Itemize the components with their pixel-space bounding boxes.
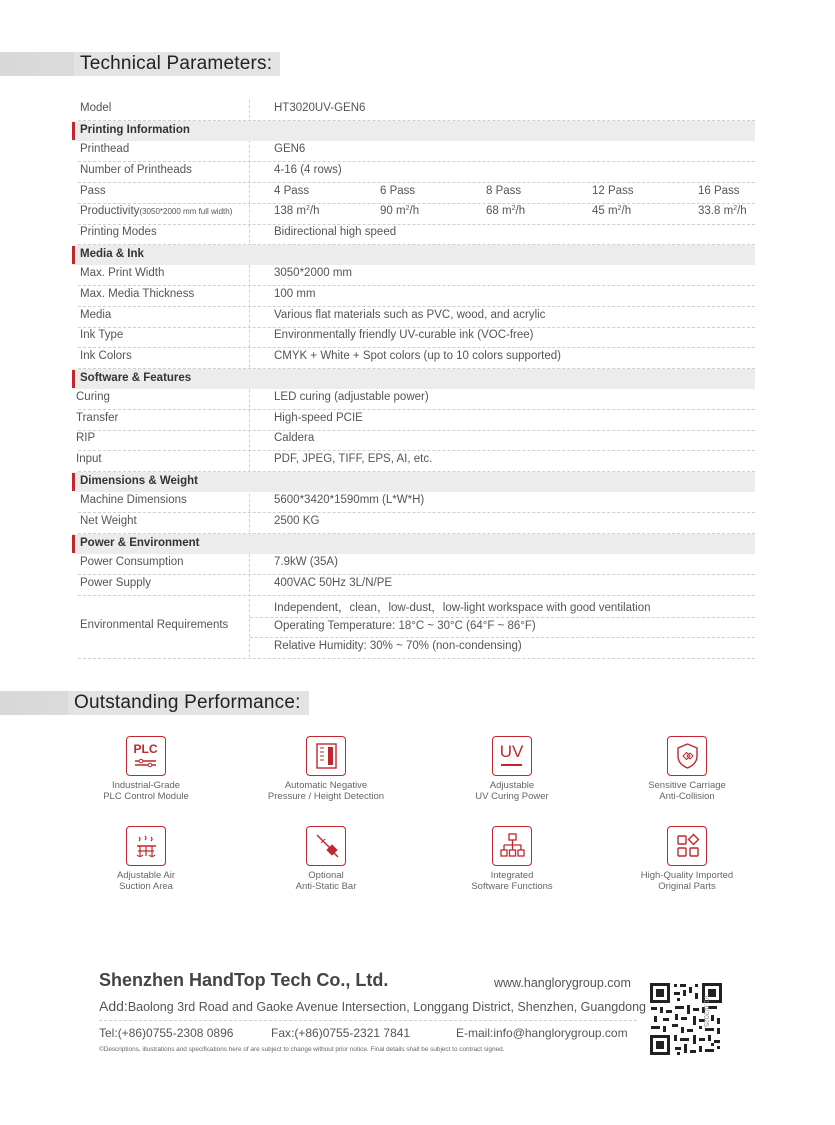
feature-anticollision: [607, 736, 767, 802]
feature-software: [432, 826, 592, 892]
feature-label: [246, 870, 406, 892]
printhead-label: Printhead: [80, 143, 130, 155]
fax-label: Fax:: [271, 1026, 295, 1040]
row-pass: [78, 185, 755, 204]
row-machine-dim: [78, 494, 755, 513]
pressure-gauge-icon-art: [308, 737, 345, 774]
pass-8: 8 Pass: [486, 185, 522, 197]
productivity-label: [80, 205, 232, 217]
unit: m: [723, 205, 734, 217]
section-marker: [72, 535, 75, 553]
email-label: E-mail:: [456, 1026, 494, 1040]
power-supply-label: Power Supply: [80, 577, 151, 589]
address-value: Baolong 3rd Road and Gaoke Avenue Intersection, Longgang District, Shenzhen, Guangdong: [127, 1000, 647, 1014]
plc-icon: [126, 736, 166, 776]
power-supply-value: 400VAC 50Hz 3L/N/PE: [274, 577, 393, 589]
section-title: Dimensions & Weight: [80, 475, 198, 487]
feature-pressure: [246, 736, 406, 802]
row-model: [78, 102, 755, 121]
ink-type-label: Ink Type: [80, 329, 124, 341]
feature-line: Integrated: [490, 870, 534, 881]
anti-static-icon: [306, 826, 346, 866]
section-media: [72, 245, 755, 265]
qr-code[interactable]: [649, 982, 723, 1056]
feature-line: PLC Control Module: [103, 791, 189, 802]
feature-parts: [607, 826, 767, 892]
suction-fan-icon-art: [128, 827, 165, 864]
feature-line: Anti-Static Bar: [295, 881, 357, 892]
fax-value: (+86)0755-2321 7841: [294, 1026, 411, 1040]
section-title: Power & Environment: [80, 537, 200, 549]
network-icon-art: [494, 827, 531, 864]
row-rip: [78, 432, 755, 451]
row-power-supply: [78, 577, 755, 596]
section-printing: [72, 121, 755, 141]
machine-dim-label: Machine Dimensions: [80, 494, 187, 506]
model-label: Model: [80, 102, 112, 114]
row-curing: [78, 391, 755, 410]
shield-icon-art: [669, 737, 706, 774]
feature-antistatic: [246, 826, 406, 892]
unit: m: [608, 205, 618, 217]
env-line: [250, 637, 755, 638]
row-power-consumption: [78, 556, 755, 575]
rip-value: Caldera: [274, 432, 315, 444]
row-ink-type: [78, 329, 755, 348]
feature-label: [246, 780, 406, 802]
row-num-printheads: [78, 164, 755, 183]
disclaimer: ©Descriptions, illustrations and specifications here of are subject to change without prior notice. Final details shall be subject to contract signed.: [99, 1046, 505, 1053]
feature-line: UV Curing Power: [475, 791, 549, 802]
perf-title: Outstanding Performance:: [68, 691, 309, 715]
section-software: [72, 369, 755, 389]
version-label: V1.0/2025: [702, 995, 709, 1027]
feature-line: Suction Area: [119, 881, 173, 892]
section-title: Printing Information: [80, 124, 190, 136]
transfer-value: High-speed PCIE: [274, 412, 363, 424]
feature-label: [432, 780, 592, 802]
tel: [99, 1026, 233, 1040]
network-icon: [492, 826, 532, 866]
num-printheads-value: 4-16 (4 rows): [274, 164, 342, 176]
model-value: HT3020UV-GEN6: [274, 102, 366, 114]
row-input: [78, 453, 755, 472]
ink-type-value: Environmentally friendly UV-curable ink (VOC-free): [274, 329, 534, 341]
row-printhead: [78, 143, 755, 162]
productivity-8: 68 $m^2/h$: [486, 205, 526, 217]
pressure-gauge-icon: [306, 736, 346, 776]
machine-dim-value: 5600*3420*1590mm (L*W*H): [274, 494, 425, 506]
productivity-value: 45: [592, 205, 605, 217]
feature-line: Industrial-Grade: [111, 780, 181, 791]
suffix: /h: [409, 205, 420, 217]
feature-uv: [432, 736, 592, 802]
uv-icon: [492, 736, 532, 776]
modes-value: Bidirectional high speed: [274, 226, 397, 238]
media-label: Media: [80, 309, 112, 321]
productivity-12: 45 $m^2/h$: [592, 205, 632, 217]
productivity-value: 33.8: [698, 205, 721, 217]
feature-label: [432, 870, 592, 892]
max-width-value: 3050*2000 mm: [274, 267, 352, 279]
feature-label: [607, 870, 767, 892]
row-productivity: [78, 205, 755, 225]
tel-value: (+86)0755-2308 0896: [117, 1026, 234, 1040]
row-net-weight: [78, 515, 755, 534]
row-transfer: [78, 412, 755, 431]
max-width-label: Max. Print Width: [80, 267, 165, 279]
section-marker: [72, 473, 75, 491]
net-weight-value: 2500 KG: [274, 515, 320, 527]
pass-4: 4 Pass: [274, 185, 310, 197]
section-marker: [72, 122, 75, 140]
uv-underline: [501, 764, 522, 766]
productivity-6: 90 $m^2/h$: [380, 205, 420, 217]
address: [99, 998, 646, 1014]
feature-line: Adjustable Air: [116, 870, 176, 881]
pass-6: 6 Pass: [380, 185, 416, 197]
fax: [271, 1026, 410, 1040]
env-line: [250, 617, 755, 618]
pass-12: 12 Pass: [592, 185, 634, 197]
feature-line: Automatic Negative: [284, 780, 368, 791]
suffix: /h: [515, 205, 526, 217]
input-label: Input: [76, 453, 102, 465]
parts-grid-icon: [667, 826, 707, 866]
section-title: Software & Features: [80, 372, 192, 384]
row-max-width: [78, 267, 755, 286]
feature-label: [607, 780, 767, 802]
shield-icon: [667, 736, 707, 776]
env-value-2: Operating Temperature: 18°C ~ 30°C (64°F ~ 86°F): [274, 620, 536, 632]
pass-label: Pass: [80, 185, 106, 197]
section-title: Media & Ink: [80, 248, 144, 260]
productivity-value: 68: [486, 205, 499, 217]
productivity-value: 90: [380, 205, 393, 217]
net-weight-label: Net Weight: [80, 515, 137, 527]
row-media: [78, 309, 755, 328]
tel-label: Tel:: [99, 1026, 118, 1040]
suffix: /h: [737, 205, 747, 217]
max-thickness-label: Max. Media Thickness: [80, 288, 195, 300]
suffix: /h: [309, 205, 320, 217]
pass-16: 16 Pass: [698, 185, 740, 197]
env-value-3: Relative Humidity: 30% ~ 70% (non-condensing): [274, 640, 522, 652]
feature-line: Adjustable: [489, 780, 535, 791]
productivity-4: 138 $m^2/h$: [274, 205, 320, 217]
email[interactable]: [456, 1026, 628, 1040]
row-env: [78, 597, 755, 659]
qr-code-art: [649, 982, 723, 1056]
unit: m: [396, 205, 406, 217]
feature-line: Sensitive Carriage: [648, 780, 726, 791]
unit: m: [296, 205, 306, 217]
productivity-note: (3050*2000 mm full width): [139, 207, 233, 216]
feature-plc: [66, 736, 226, 802]
footer-divider: [99, 1020, 637, 1021]
ink-colors-value: CMYK + White + Spot colors (up to 10 colors supported): [274, 350, 561, 362]
company-name: Shenzhen HandTop Tech Co., Ltd.: [99, 970, 389, 990]
feature-line: Anti-Collision: [659, 791, 715, 802]
feature-line: Original Parts: [658, 881, 716, 892]
feature-line: Software Functions: [471, 881, 553, 892]
tech-title: Technical Parameters:: [74, 52, 280, 76]
plc-text: PLC: [133, 742, 158, 756]
suffix: /h: [621, 205, 632, 217]
env-value-1: Independent，clean，low-dust，low-light workspace with good ventilation: [274, 602, 651, 614]
website-link[interactable]: www.hanglorygroup.com: [494, 976, 631, 990]
feature-suction: [66, 826, 226, 892]
curing-value: LED curing (adjustable power): [274, 391, 429, 403]
feature-label: [66, 870, 226, 892]
address-label: Add:: [99, 998, 128, 1014]
curing-label: Curing: [76, 391, 110, 403]
row-max-thickness: [78, 288, 755, 307]
row-modes: [78, 226, 755, 245]
power-cons-value: 7.9kW (35A): [274, 556, 338, 568]
feature-line: Optional: [308, 870, 344, 881]
row-ink-colors: [78, 350, 755, 369]
power-cons-label: Power Consumption: [80, 556, 184, 568]
printhead-value: GEN6: [274, 143, 306, 155]
ink-colors-label: Ink Colors: [80, 350, 132, 362]
input-value: PDF, JPEG, TIFF, EPS, AI, etc.: [274, 453, 433, 465]
feature-line: Pressure / Height Detection: [267, 791, 385, 802]
productivity-value: 138: [274, 205, 294, 217]
plc-icon-art: [127, 737, 164, 774]
productivity-label-text: Productivity: [80, 205, 140, 217]
modes-label: Printing Modes: [80, 226, 157, 238]
section-marker: [72, 370, 75, 388]
unit: m: [502, 205, 512, 217]
env-label: Environmental Requirements: [80, 619, 229, 631]
feature-label: [66, 780, 226, 802]
transfer-label: Transfer: [76, 412, 119, 424]
num-printheads-label: Number of Printheads: [80, 164, 192, 176]
section-marker: [72, 246, 75, 264]
productivity-16: 33.8 $m^2/h$: [698, 205, 747, 217]
uv-text: UV: [499, 742, 524, 761]
media-value: Various flat materials such as PVC, wood, and acrylic: [274, 309, 546, 321]
section-power: [72, 534, 755, 554]
parts-grid-icon-art: [669, 827, 706, 864]
rip-label: RIP: [76, 432, 96, 444]
anti-static-icon-art: [308, 827, 345, 864]
suction-fan-icon: [126, 826, 166, 866]
section-dimensions: [72, 472, 755, 492]
feature-line: High-Quality Imported: [640, 870, 734, 881]
max-thickness-value: 100 mm: [274, 288, 316, 300]
email-value: info@hanglorygroup.com: [493, 1026, 628, 1040]
